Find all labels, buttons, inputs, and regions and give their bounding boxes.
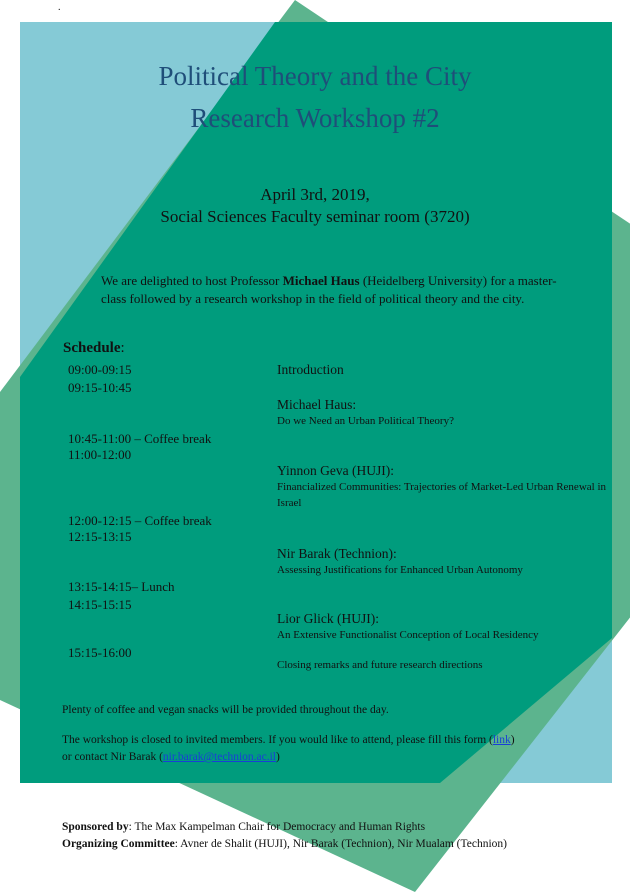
session-talk: Do we Need an Urban Political Theory?: [277, 415, 454, 427]
time-slot: 09:15-10:45: [68, 380, 132, 395]
session-talk: Assessing Justifications for Enhanced Urban Autonomy: [277, 564, 523, 576]
intro-text-1: We are delighted to host Professor: [101, 273, 283, 288]
time-slot: 09:00-09:15: [68, 362, 132, 377]
session-talk: Closing remarks and future research directions: [277, 659, 483, 671]
guest-name: Michael Haus: [282, 273, 360, 288]
title-line-2: Research Workshop #2: [190, 103, 440, 133]
schedule-heading: Schedule:: [63, 340, 125, 356]
time-slot: 11:00-12:00: [68, 447, 132, 462]
session-speaker: Yinnon Geva (HUJI):: [277, 463, 394, 478]
event-venue: Social Sciences Faculty seminar room (3720): [160, 207, 470, 226]
time-slot: 15:15-16:00: [68, 645, 132, 660]
stray-dot: .: [58, 2, 61, 13]
session-speaker: Michael Haus:: [277, 397, 357, 412]
session-speaker: Lior Glick (HUJI):: [277, 611, 379, 626]
time-slot: 12:15-13:15: [68, 529, 132, 544]
time-slot: 13:15-14:15– Lunch: [68, 579, 175, 594]
session-talk: Financialized Communities: Trajectories of Market-Led Urban Renewal in Israel: [277, 481, 607, 509]
sponsor-label: Sponsored by: [62, 821, 129, 833]
time-slot: 12:00-12:15 – Coffee break: [68, 513, 212, 528]
time-slot: 14:15-15:15: [68, 597, 132, 612]
contact-email-link[interactable]: nir.barak@technion.ac.il: [162, 751, 276, 763]
sponsor-line: [62, 819, 592, 836]
session-talk: An Extensive Functionalist Conception of Local Residency: [277, 629, 539, 641]
time-slot: 10:45-11:00 – Coffee break: [68, 431, 212, 446]
committee-value: : Avner de Shalit (HUJI), Nir Barak (Technion), Nir Mualam (Technion): [174, 838, 507, 850]
attendance-note: The workshop is closed to invited members. If you would like to attend, please fill this form (link): [62, 734, 515, 746]
event-date: April 3rd, 2019,: [260, 185, 370, 204]
sponsor-value: : The Max Kampelman Chair for Democracy and Human Rights: [128, 821, 426, 833]
session-speaker: Nir Barak (Technion):: [277, 546, 397, 561]
committee-label: Organizing Committee: [62, 838, 175, 850]
committee-line: [62, 836, 592, 853]
title-line-1: Political Theory and the City: [158, 61, 472, 91]
session-speaker: Introduction: [277, 362, 344, 377]
intro-paragraph: [101, 272, 581, 308]
intro-text-2: (Heidelberg University) for a master-class followed by a research workshop in the field of political theory and the city.: [101, 273, 557, 306]
contact-note: or contact Nir Barak (nir.barak@technion.ac.il): [62, 751, 280, 763]
snacks-note: Plenty of coffee and vegan snacks will be provided throughout the day.: [62, 704, 389, 716]
form-link[interactable]: link: [492, 734, 511, 746]
